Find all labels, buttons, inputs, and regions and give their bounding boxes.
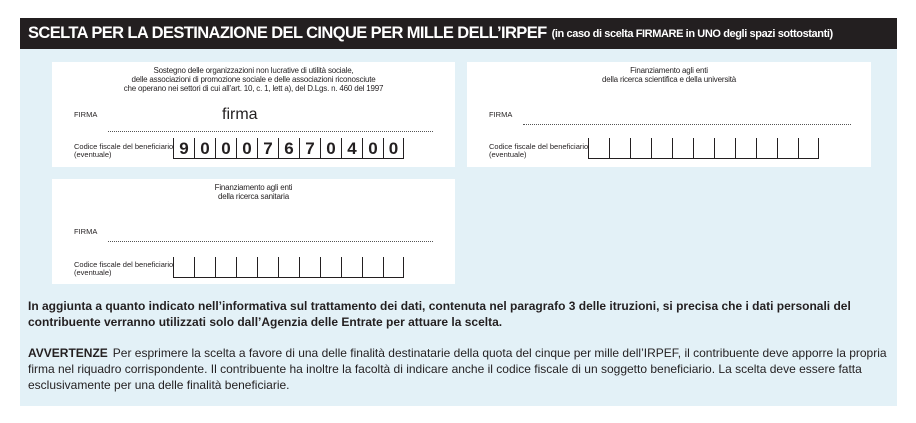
cf-digit [257, 257, 278, 277]
codice-fiscale-field[interactable] [173, 257, 404, 278]
cf-digit [756, 138, 777, 158]
codice-fiscale-label: Codice fiscale del beneficiario (eventuale) [74, 260, 174, 277]
cf-digit [215, 257, 236, 277]
cf-digit: 6 [278, 138, 299, 158]
choice-box-onlus [52, 62, 455, 167]
codice-fiscale-label: Codice fiscale del beneficiario (eventuale) [74, 142, 174, 159]
cf-digit [299, 257, 320, 277]
choice-description [52, 66, 455, 93]
section-title: SCELTA PER LA DESTINAZIONE DEL CINQUE PER MILLE DELL’IRPEF [28, 24, 547, 42]
cf-digit: 0 [215, 138, 236, 158]
warning-text: Per esprimere la scelta a favore di una delle finalità destinatarie della quota del cinque per mille dell’IRPEF, il contribuente deve apporre la propria firma nel riquadro corrispondente. Il contribuente ha inoltre la facoltà di indicare anche il codice fiscale di un soggetto beneficiario. La scelta deve essere fatta esclusivamente per una delle finalità beneficiarie. [28, 346, 887, 392]
cf-digit [735, 138, 756, 158]
choice-box-ricerca-sanitaria [52, 179, 455, 284]
cf-digit [798, 138, 819, 158]
cf-digit [278, 257, 299, 277]
cf-digit: 0 [362, 138, 383, 158]
signature-field[interactable] [523, 124, 851, 125]
cf-digit [173, 257, 194, 277]
cf-digit: 7 [257, 138, 278, 158]
cf-digit [651, 138, 672, 158]
cinque-per-mille-panel [20, 18, 897, 406]
signature-field[interactable] [108, 131, 433, 132]
cf-digit [630, 138, 651, 158]
cf-digit [672, 138, 693, 158]
codice-fiscale-label: Codice fiscale del beneficiario (eventuale) [489, 142, 589, 159]
cf-digit [341, 257, 362, 277]
firma-label: FIRMA [74, 227, 98, 236]
codice-fiscale-field[interactable] [173, 138, 404, 159]
cf-digit: 7 [299, 138, 320, 158]
cf-digit [714, 138, 735, 158]
choice-description [52, 183, 455, 201]
choice-description [467, 66, 871, 84]
choice-box-ricerca-scientifica [467, 62, 871, 167]
cf-digit [383, 257, 404, 277]
signature-field[interactable] [108, 241, 433, 242]
cf-digit: 0 [320, 138, 341, 158]
description-line: che operano nei settori di cui all’art. 10, c. 1, lett a), del D.Lgs. n. 460 del 1997 [123, 84, 384, 93]
description-line: Finanziamento agli enti [214, 183, 293, 192]
cf-digit: 0 [383, 138, 404, 158]
description-line: Sostegno delle organizzazioni non lucrative di utilità sociale, [153, 66, 354, 75]
cf-digit: 9 [173, 138, 194, 158]
cf-digit: 0 [236, 138, 257, 158]
description-line: della ricerca sanitaria [218, 192, 289, 201]
section-header [20, 18, 897, 49]
warning-title: AVVERTENZE [28, 346, 108, 360]
codice-fiscale-field[interactable] [588, 138, 819, 159]
cf-digit [236, 257, 257, 277]
description-line: della ricerca scientifica e della università [602, 75, 736, 84]
cf-digit [609, 138, 630, 158]
cf-digit [777, 138, 798, 158]
description-line: delle associazioni di promozione sociale e delle associazioni riconosciute [131, 75, 376, 84]
cf-digit [693, 138, 714, 158]
cf-digit [362, 257, 383, 277]
firma-label: FIRMA [489, 110, 513, 119]
signature-value: firma [222, 106, 258, 123]
description-line: Finanziamento agli enti [630, 66, 708, 75]
privacy-notice: In aggiunta a quanto indicato nell’informativa sul trattamento dei dati, contenuta nel paragrafo 3 delle itruzioni, si precisa che i dati personali del contribuente verranno utilizzati solo dall’Agenzia delle Entrate per attuare la scelta. [28, 299, 851, 329]
cf-digit [194, 257, 215, 277]
cf-digit: 4 [341, 138, 362, 158]
cf-digit: 0 [194, 138, 215, 158]
cf-digit [588, 138, 609, 158]
cf-digit [320, 257, 341, 277]
section-subtitle: (in caso di scelta FIRMARE in UNO degli spazi sottostanti) [551, 27, 833, 40]
firma-label: FIRMA [74, 110, 98, 119]
warning-paragraph [28, 345, 893, 393]
